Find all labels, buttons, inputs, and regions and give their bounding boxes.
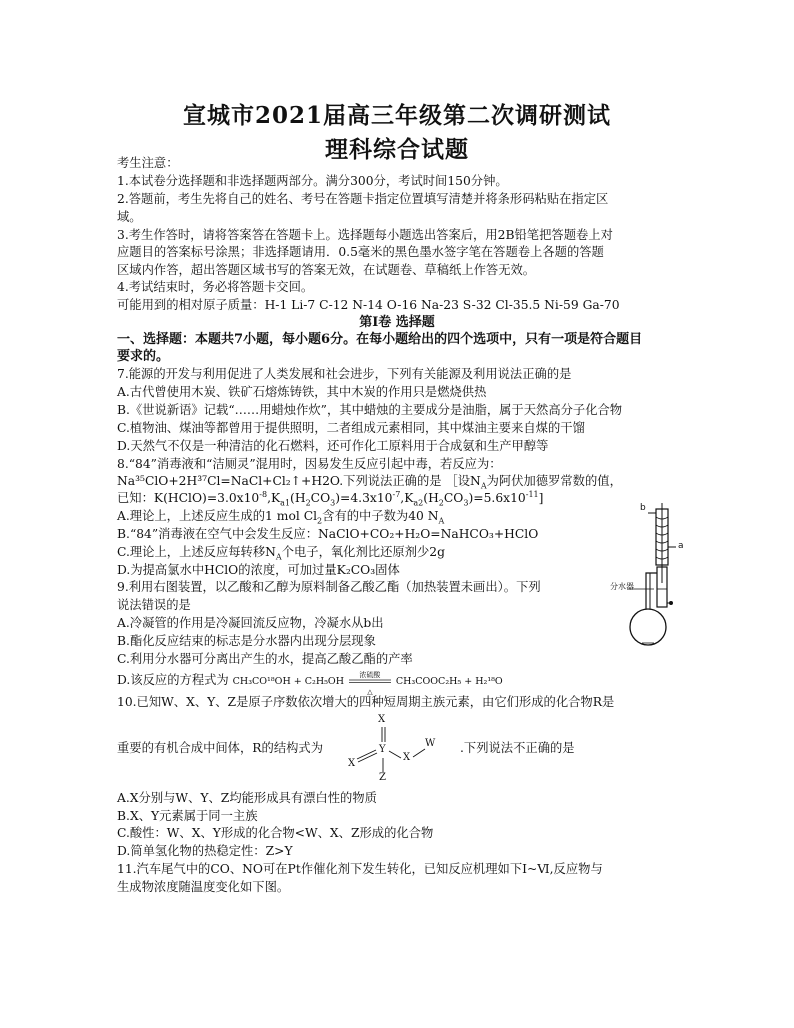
q11-stem: 11.汽车尾气中的CO、NO可在Pt作催化剂下发生转化，已知反应机理如下Ⅰ~Ⅵ,反应物与 <box>117 862 603 876</box>
q10-option-c: C.酸性：W、X、Y形成的化合物<W、X、Z形成的化合物 <box>117 826 434 840</box>
atom-z: Z <box>379 772 386 783</box>
q7-option-a: A.古代曾使用木炭、铁矿石熔炼铸铁，其中木炭的作用只是燃烧供热 <box>117 385 487 399</box>
q8-option-c-tail: 个电子，氧化剂比还原剂少2g <box>281 545 445 559</box>
atom-x-right: X <box>403 752 411 763</box>
q7-stem: 7.能源的开发与利用促进了人类发展和社会进步，下列有关能源及利用说法正确的是 <box>117 367 572 381</box>
q8-option-b: B.“84”消毒液在空气中会发生反应：NaClO+CO₂+H₂O=NaHCO₃+HClO <box>117 527 539 541</box>
q9-reaction-condition: 浓硫酸 <box>359 670 381 679</box>
atom-y: Y <box>379 744 386 755</box>
q8-option-c: C.理论上，上述反应每转移$N_A$个电子，氧化剂比还原剂少2g <box>117 545 445 562</box>
notes-heading: 考生注意： <box>117 156 179 170</box>
q8-option-d: D.为提高氯水中HClO的浓度，可加过量K₂CO₃固体 <box>117 563 400 577</box>
q9-option-c: C.利用分水器可分离出产生的水，提高乙酸乙酯的产率 <box>117 652 413 666</box>
label-water-separator: 分水器 <box>610 582 634 591</box>
q9-option-d <box>117 670 503 696</box>
q8-known-text: 已知：K(HClO)=3.0x10 <box>117 491 260 505</box>
q8-stem: 8.“84”消毒液和“洁厕灵”混用时，因易发生反应引起中毒，若反应为： <box>117 457 502 471</box>
note-3c: 区域内作答，超出答题区域书写的答案无效，在试题卷、草稿纸上作答无效。 <box>117 263 536 277</box>
apparatus-drawing <box>610 503 700 653</box>
q10-option-a: A.X分别与W、Y、Z均能形成具有漂白性的物质 <box>117 791 377 805</box>
note-2b: 域。 <box>117 210 142 224</box>
q8-equation-tail: 为阿伏加德罗常数的值， <box>486 474 622 488</box>
q8-equation: Na³⁵ClO+2H³⁷Cl=NaCl+Cl₂↑+H2O.下列说法正确的是 ［设$N_A$为阿伏加德罗常数的值， <box>117 474 622 491</box>
q8-option-a-tail: 含有的中子数为40 N <box>322 509 439 523</box>
note-1: 1.本试卷分选择题和非选择题两部分。满分300分，考试时间150分钟。 <box>117 174 508 188</box>
q8-known: 已知：$K(HClO)=3.0x10^{-8},K_{a1}(H_2CO_3)=4.3x10^{-7},K_{a2}(H_2CO_3)=5.6x10^{-11}$] <box>117 489 544 508</box>
q8-option-a: A.理论上，上述反应生成的1 mol $Cl_2$含有的中子数为40 $N_A$ <box>117 509 445 526</box>
q9-option-d-text: D.该反应的方程式为 <box>117 673 229 687</box>
q10-mid-left: 重要的有机合成中间体，R的结构式为 <box>117 741 324 755</box>
exam-subtitle: 理科综合试题 <box>325 136 469 163</box>
apparatus-figure <box>610 503 700 653</box>
q8-equation-text: Na³⁵ClO+2H³⁷Cl=NaCl+Cl₂↑+H2O.下列说法正确的是 ［设N <box>117 474 481 488</box>
q11-stem-cont: 生成物浓度随温度变化如下图。 <box>117 880 290 894</box>
section-title: 第Ⅰ卷 选择题 <box>359 315 435 330</box>
q9-stem-cont: 说法错误的是 <box>117 598 191 612</box>
label-b: b <box>640 503 646 513</box>
note-4: 4.考试结束时，务必将答题卡交回。 <box>117 280 314 294</box>
q10-stem: 10.已知W、X、Y、Z是原子序数依次增大的四种短周期主族元素，由它们形成的化合物R是 <box>117 695 615 709</box>
q9-option-b: B.酯化反应结束的标志是分水器内出现分层现象 <box>117 634 376 648</box>
q10-mid-right: .下列说法不正确的是 <box>460 741 575 755</box>
atom-w: W <box>425 738 436 749</box>
q7-option-b: B.《世说新语》记载“……用蜡烛作炊”，其中蜡烛的主要成分是油脂，属于天然高分子化合物 <box>117 403 623 417</box>
q9-reaction-right: CH₃COOC₂H₅ + H₂¹⁸O <box>395 676 503 687</box>
atomic-masses: 可能用到的相对原子质量：H-1 Li-7 C-12 N-14 O-16 Na-23 S-32 Cl-35.5 Ni-59 Ga-70 <box>117 298 620 312</box>
q7-option-d: D.天然气不仅是一种清洁的化石燃料，还可作化工原料用于合成氨和生产甲醇等 <box>117 439 549 453</box>
note-2a: 2.答题前，考生先将自己的姓名、考号在答题卡指定位置填写清楚并将条形码粘贴在指定区 <box>117 192 609 206</box>
q7-option-c: C.植物油、煤油等都曾用于提供照明，二者组成元素相同，其中煤油主要来自煤的干馏 <box>117 421 585 435</box>
q8-option-a-text: A.理论上，上述反应生成的1 mol Cl <box>117 509 318 523</box>
q9-reaction-heat: △ <box>367 687 373 696</box>
q9-stem: 9.利用右图装置，以乙酸和乙醇为原料制备乙酸乙酯（加热装置未画出）。下列 <box>117 580 541 594</box>
structural-formula <box>345 714 445 786</box>
structural-formula-bonds <box>345 714 445 786</box>
q8-option-c-text: C.理论上，上述反应每转移N <box>117 545 276 559</box>
atom-x-top: X <box>378 714 386 725</box>
exam-title: 宣城市2021届高三年级第二次调研测试 <box>182 102 611 129</box>
q10-option-b: B.X、Y元素属于同一主族 <box>117 809 258 823</box>
q9-reaction-arrow <box>348 670 392 696</box>
label-a: a <box>678 541 684 551</box>
note-3b: 应题目的答案标号涂黑；非选择题请用．0.5毫米的黑色墨水签字笔在答题卷上各题的答题 <box>117 245 604 259</box>
part1-instructions: 一、选择题：本题共7小题，每小题6分。在每小题给出的四个选项中，只有一项是符合题目 <box>117 332 643 347</box>
q9-reaction-left: CH₃CO¹⁸OH + C₂H₅OH <box>232 676 344 687</box>
q10-option-d: D.简单氢化物的热稳定性：Z>Y <box>117 844 293 858</box>
note-3a: 3.考生作答时，请将答案答在答题卡上。选择题每小题选出答案后，用2B铅笔把答题卷上对 <box>117 228 613 242</box>
part1-instructions-cont: 要求的。 <box>117 349 170 364</box>
q9-option-a: A.冷凝管的作用是冷凝回流反应物，冷凝水从b出 <box>117 616 384 630</box>
atom-x-left: X <box>348 758 356 769</box>
